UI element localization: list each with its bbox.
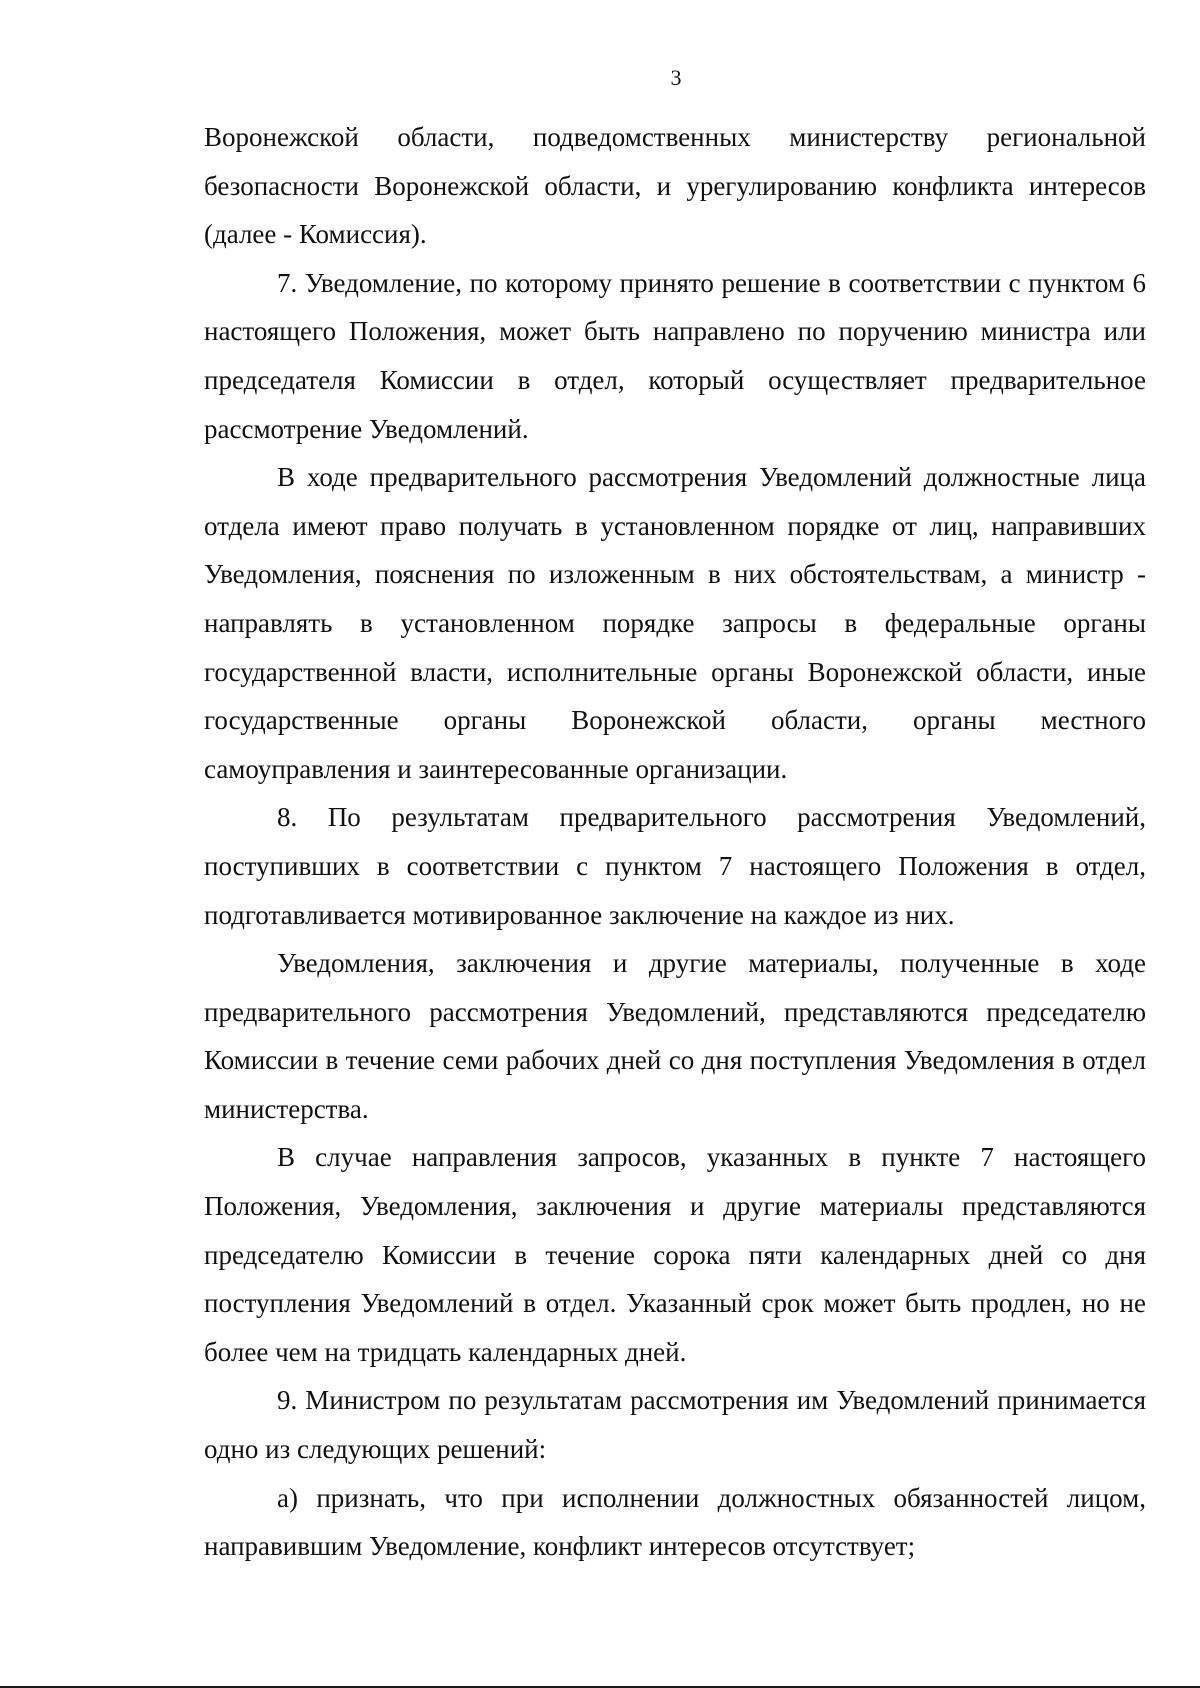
paragraph: а) признать, что при исполнении должностных обязанностей лицом, направившим Уведомление, конфликт интересов отсутствует; [204,1482,1146,1562]
page-number: 3 [670,65,682,90]
paragraph: Воронежской области, подведомственных министерству региональной безопасности Воронежской области, и урегулированию конфликта интересов (далее - Комиссия). [204,122,1146,250]
paragraph: В случае направления запросов, указанных в пункте 7 настоящего Положения, Уведомления, заключения и другие материалы представляются председателю Комиссии в течение сорока пяти календарных дней со дня поступления Уведомлений в отдел. Указанный срок может быть продлен, но не более чем на тридцать календарных дней. [204,1142,1146,1367]
paragraph: 7. Уведомление, по которому принято решение в соответствии с пунктом 6 настоящего Положения, может быть направлено по поручению министра или председателя Комиссии в отдел, который осуществляет предварительное рассмотрение Уведомлений. [204,267,1146,444]
paragraph: В ходе предварительного рассмотрения Уведомлений должностные лица отдела имеют право получать в установленном порядке от лиц, направивших Уведомления, пояснения по изложенным в них обстоятельствам, а министр - направлять в установленном порядке запросы в федеральные органы государственной власти, исполнительные органы Воронежской области, иные государственные органы Воронежской области, органы местного самоуправления и заинтересованные организации. [204,462,1146,784]
document-body [204,113,1146,1571]
paragraph: 8. По результатам предварительного рассмотрения Уведомлений, поступивших в соответствии с пунктом 7 настоящего Положения в отдел, подготавливается мотивированное заключение на каждое из них. [204,802,1146,930]
paragraph: Уведомления, заключения и другие материалы, полученные в ходе предварительного рассмотрения Уведомлений, представляются председателю Комиссии в течение семи рабочих дней со дня поступления Уведомления в отдел министерства. [204,948,1146,1124]
paragraph: 9. Министром по результатам рассмотрения им Уведомлений принимается одно из следующих решений: [204,1385,1146,1465]
